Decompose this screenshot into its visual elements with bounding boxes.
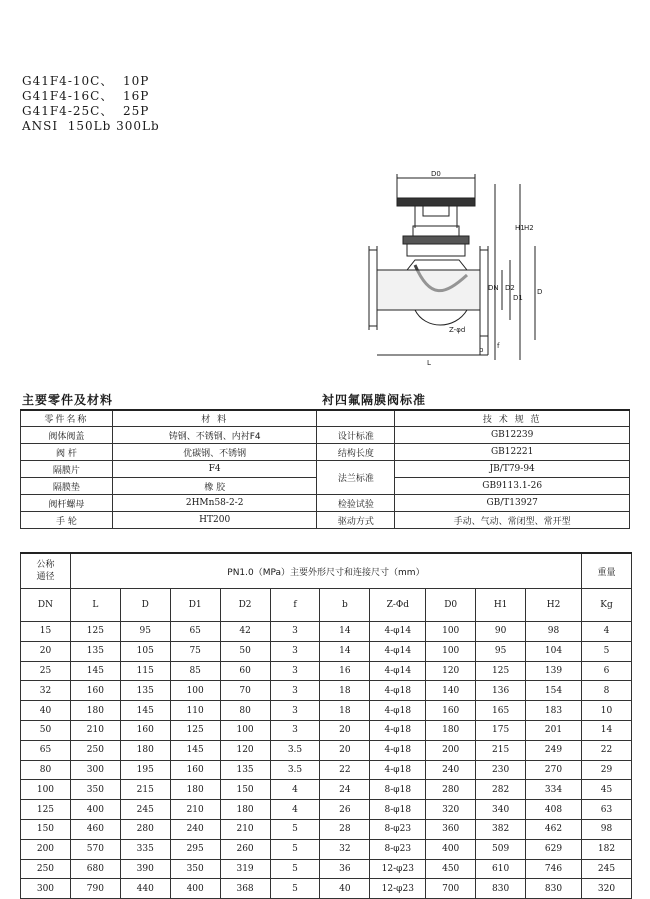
table-cell: 295 [170,839,220,859]
table-cell: 4 [581,622,631,642]
table-cell: 4-φ14 [370,641,426,661]
table-row [21,760,632,780]
table-cell: 120 [426,661,476,681]
table-cell: 260 [220,839,270,859]
table-row [21,879,632,899]
table-cell: 3 [270,622,320,642]
table-cell: 5 [270,879,320,899]
table-cell: 125 [170,720,220,740]
part-name: 隔膜片 [21,461,113,478]
model-list [22,74,160,134]
dn-title: 公称 通径 [21,553,71,589]
table-cell: 100 [426,622,476,642]
table-cell: 32 [21,681,71,701]
table-cell: 100 [170,681,220,701]
header-cell: 技 术 规 范 [395,410,630,427]
table-cell: 25 [21,661,71,681]
table-cell: 3 [270,641,320,661]
parts-row [21,495,630,512]
table-cell: 280 [426,780,476,800]
spec-value: 手动、气动、常闭型、常开型 [395,512,630,529]
table-cell: 63 [581,800,631,820]
table-cell: 180 [170,780,220,800]
drawing-label: Z-φd [449,326,466,334]
drawing-label: D2 [505,284,515,292]
table-cell: 210 [70,720,120,740]
table-cell: 98 [526,622,582,642]
table-cell: 100 [220,720,270,740]
table-cell: 135 [70,641,120,661]
table-cell: 28 [320,819,370,839]
table-cell: 104 [526,641,582,661]
table-cell: 270 [526,760,582,780]
table-cell: 145 [70,661,120,681]
table-cell: 140 [426,681,476,701]
table-cell: 4-φ14 [370,622,426,642]
drawing-label: H1 [515,224,525,232]
table-cell: 350 [70,780,120,800]
table-cell: 100 [21,780,71,800]
drawing-label: D1 [513,294,523,302]
table-cell: 245 [120,800,170,820]
table-cell: 14 [581,720,631,740]
table-cell: 210 [220,819,270,839]
column-header: f [270,589,320,622]
table-cell: 115 [120,661,170,681]
table-cell: 24 [320,780,370,800]
spec-name: 检验试验 [317,495,395,512]
table-cell: 8-φ18 [370,780,426,800]
table-cell: 180 [70,701,120,721]
dim-table-body [21,622,632,899]
table-cell: 160 [170,760,220,780]
part-material: 铸钢、不锈钢、内衬F4 [112,427,317,444]
dim-column-header-row [21,589,632,622]
table-cell: 250 [70,740,120,760]
table-cell: 50 [21,720,71,740]
table-cell: 150 [220,780,270,800]
table-row [21,720,632,740]
header-cell: 零件名称 [21,410,113,427]
model-line: ANSI 150Lb 300Lb [22,119,160,133]
spec-name: 结构长度 [317,444,395,461]
drawing-label: L [427,359,431,367]
table-cell: 182 [581,839,631,859]
table-cell: 145 [170,740,220,760]
table-cell: 215 [120,780,170,800]
column-header: L [70,589,120,622]
drawing-label: D0 [431,170,441,178]
table-cell: 610 [476,859,526,879]
table-cell: 26 [320,800,370,820]
table-cell: 462 [526,819,582,839]
column-header: D2 [220,589,270,622]
section-title-standard: 衬四氟隔膜阀标准 [322,393,427,407]
spec-name: 驱动方式 [317,512,395,529]
table-row [21,780,632,800]
table-cell: 12-φ23 [370,859,426,879]
table-cell: 210 [170,800,220,820]
table-cell: 95 [120,622,170,642]
table-cell: 830 [526,879,582,899]
table-cell: 4-φ18 [370,740,426,760]
table-cell: 16 [320,661,370,681]
table-cell: 105 [120,641,170,661]
model-line: G41F4-16C、 16P [22,89,150,103]
table-row [21,839,632,859]
header-cell: 材 料 [112,410,317,427]
table-row [21,740,632,760]
column-header: DN [21,589,71,622]
table-cell: 154 [526,681,582,701]
table-cell: 400 [170,879,220,899]
spec-name: 法兰标准 [317,461,395,495]
table-cell: 629 [526,839,582,859]
table-cell: 29 [581,760,631,780]
table-cell: 195 [120,760,170,780]
part-material: HT200 [112,512,317,529]
part-name: 隔膜垫 [21,478,113,495]
parts-header-row [21,410,630,427]
table-cell: 368 [220,879,270,899]
table-cell: 150 [21,819,71,839]
table-cell: 18 [320,681,370,701]
table-cell: 450 [426,859,476,879]
column-header: D1 [170,589,220,622]
table-cell: 5 [270,819,320,839]
table-cell: 300 [21,879,71,899]
table-cell: 136 [476,681,526,701]
spec-name: 设计标准 [317,427,395,444]
header-cell [317,410,395,427]
drawing-label: DN [488,284,499,292]
drawing-label: D [537,288,543,296]
table-cell: 335 [120,839,170,859]
column-header: Z-Φd [370,589,426,622]
table-cell: 3.5 [270,740,320,760]
column-header: H2 [526,589,582,622]
table-cell: 746 [526,859,582,879]
spec-value: GB9113.1-26 [395,478,630,495]
table-cell: 300 [70,760,120,780]
table-cell: 382 [476,819,526,839]
table-cell: 22 [581,740,631,760]
table-cell: 8-φ18 [370,800,426,820]
drawing-label: b [479,346,484,354]
table-cell: 280 [120,819,170,839]
part-name: 手 轮 [21,512,113,529]
table-cell: 145 [120,701,170,721]
table-cell: 160 [120,720,170,740]
table-cell: 120 [220,740,270,760]
parts-table [20,409,630,529]
dim-title-row [21,553,632,589]
table-cell: 10 [581,701,631,721]
dimension-table [20,552,632,899]
table-cell: 12-φ23 [370,879,426,899]
part-material: 橡 胶 [112,478,317,495]
part-name: 阀体阀盖 [21,427,113,444]
table-cell: 45 [581,780,631,800]
table-cell: 4-φ18 [370,760,426,780]
table-cell: 408 [526,800,582,820]
table-cell: 282 [476,780,526,800]
table-cell: 125 [476,661,526,681]
table-cell: 360 [426,819,476,839]
table-cell: 3 [270,661,320,681]
table-cell: 160 [426,701,476,721]
table-row [21,661,632,681]
table-cell: 80 [21,760,71,780]
table-cell: 700 [426,879,476,899]
column-header: D0 [426,589,476,622]
table-row [21,800,632,820]
table-cell: 3 [270,701,320,721]
table-cell: 4-φ18 [370,720,426,740]
table-cell: 110 [170,701,220,721]
table-cell: 5 [581,641,631,661]
table-cell: 201 [526,720,582,740]
table-row [21,641,632,661]
table-cell: 240 [170,819,220,839]
table-cell: 98 [581,819,631,839]
table-cell: 75 [170,641,220,661]
table-cell: 50 [220,641,270,661]
table-cell: 180 [120,740,170,760]
table-cell: 334 [526,780,582,800]
table-cell: 20 [21,641,71,661]
table-cell: 4 [270,780,320,800]
parts-row [21,461,630,478]
table-cell: 509 [476,839,526,859]
table-cell: 70 [220,681,270,701]
table-cell: 180 [426,720,476,740]
table-cell: 160 [70,681,120,701]
table-cell: 22 [320,760,370,780]
table-cell: 183 [526,701,582,721]
table-cell: 3 [270,681,320,701]
table-cell: 3.5 [270,760,320,780]
table-cell: 350 [170,859,220,879]
table-cell: 320 [581,879,631,899]
table-cell: 60 [220,661,270,681]
table-cell: 15 [21,622,71,642]
table-cell: 85 [170,661,220,681]
table-cell: 240 [426,760,476,780]
table-cell: 440 [120,879,170,899]
table-cell: 8-φ23 [370,839,426,859]
table-cell: 36 [320,859,370,879]
table-cell: 215 [476,740,526,760]
table-cell: 230 [476,760,526,780]
spec-value: JB/T79-94 [395,461,630,478]
table-cell: 20 [320,720,370,740]
table-cell: 3 [270,720,320,740]
table-cell: 125 [70,622,120,642]
table-cell: 570 [70,839,120,859]
column-header: D [120,589,170,622]
table-cell: 80 [220,701,270,721]
table-cell: 32 [320,839,370,859]
table-cell: 200 [426,740,476,760]
table-cell: 8 [581,681,631,701]
column-header: Kg [581,589,631,622]
spec-value: GB/T13927 [395,495,630,512]
table-cell: 5 [270,859,320,879]
table-cell: 400 [426,839,476,859]
table-cell: 245 [581,859,631,879]
table-cell: 400 [70,800,120,820]
table-cell: 680 [70,859,120,879]
table-cell: 139 [526,661,582,681]
table-cell: 175 [476,720,526,740]
table-cell: 135 [120,681,170,701]
parts-row [21,512,630,529]
table-cell: 4 [270,800,320,820]
table-cell: 135 [220,760,270,780]
table-cell: 830 [476,879,526,899]
table-cell: 340 [476,800,526,820]
table-cell: 65 [21,740,71,760]
table-row [21,622,632,642]
table-cell: 4-φ14 [370,661,426,681]
table-cell: 18 [320,701,370,721]
valve-drawing [355,170,570,375]
table-cell: 390 [120,859,170,879]
table-cell: 125 [21,800,71,820]
spec-value: GB12221 [395,444,630,461]
drawing-label: f [497,342,500,350]
table-cell: 250 [21,859,71,879]
dim-title: PN1.0（MPa）主要外形尺寸和连接尺寸（mm） [70,553,581,589]
table-cell: 42 [220,622,270,642]
parts-row [21,427,630,444]
table-cell: 320 [426,800,476,820]
drawing-label: H2 [524,224,534,232]
table-cell: 4-φ18 [370,681,426,701]
model-line: G41F4-10C、 10P [22,74,150,88]
table-cell: 65 [170,622,220,642]
table-cell: 40 [320,879,370,899]
part-material: 优碳钢、不锈钢 [112,444,317,461]
table-cell: 14 [320,641,370,661]
table-row [21,701,632,721]
table-cell: 5 [270,839,320,859]
part-material: 2HMn58-2-2 [112,495,317,512]
section-title-parts: 主要零件及材料 [22,393,114,407]
column-header: b [320,589,370,622]
table-row [21,681,632,701]
table-cell: 4-φ18 [370,701,426,721]
table-cell: 8-φ23 [370,819,426,839]
parts-row [21,444,630,461]
table-cell: 460 [70,819,120,839]
table-row [21,859,632,879]
table-cell: 180 [220,800,270,820]
table-cell: 200 [21,839,71,859]
table-cell: 790 [70,879,120,899]
part-material: F4 [112,461,317,478]
table-cell: 40 [21,701,71,721]
spec-value: GB12239 [395,427,630,444]
table-cell: 90 [476,622,526,642]
weight-title: 重量 [581,553,631,589]
table-cell: 20 [320,740,370,760]
table-cell: 95 [476,641,526,661]
table-cell: 14 [320,622,370,642]
table-cell: 100 [426,641,476,661]
table-cell: 249 [526,740,582,760]
table-cell: 165 [476,701,526,721]
table-cell: 6 [581,661,631,681]
part-name: 阀杆螺母 [21,495,113,512]
model-line: G41F4-25C、 25P [22,104,150,118]
column-header: H1 [476,589,526,622]
part-name: 阀 杆 [21,444,113,461]
table-row [21,819,632,839]
table-cell: 319 [220,859,270,879]
